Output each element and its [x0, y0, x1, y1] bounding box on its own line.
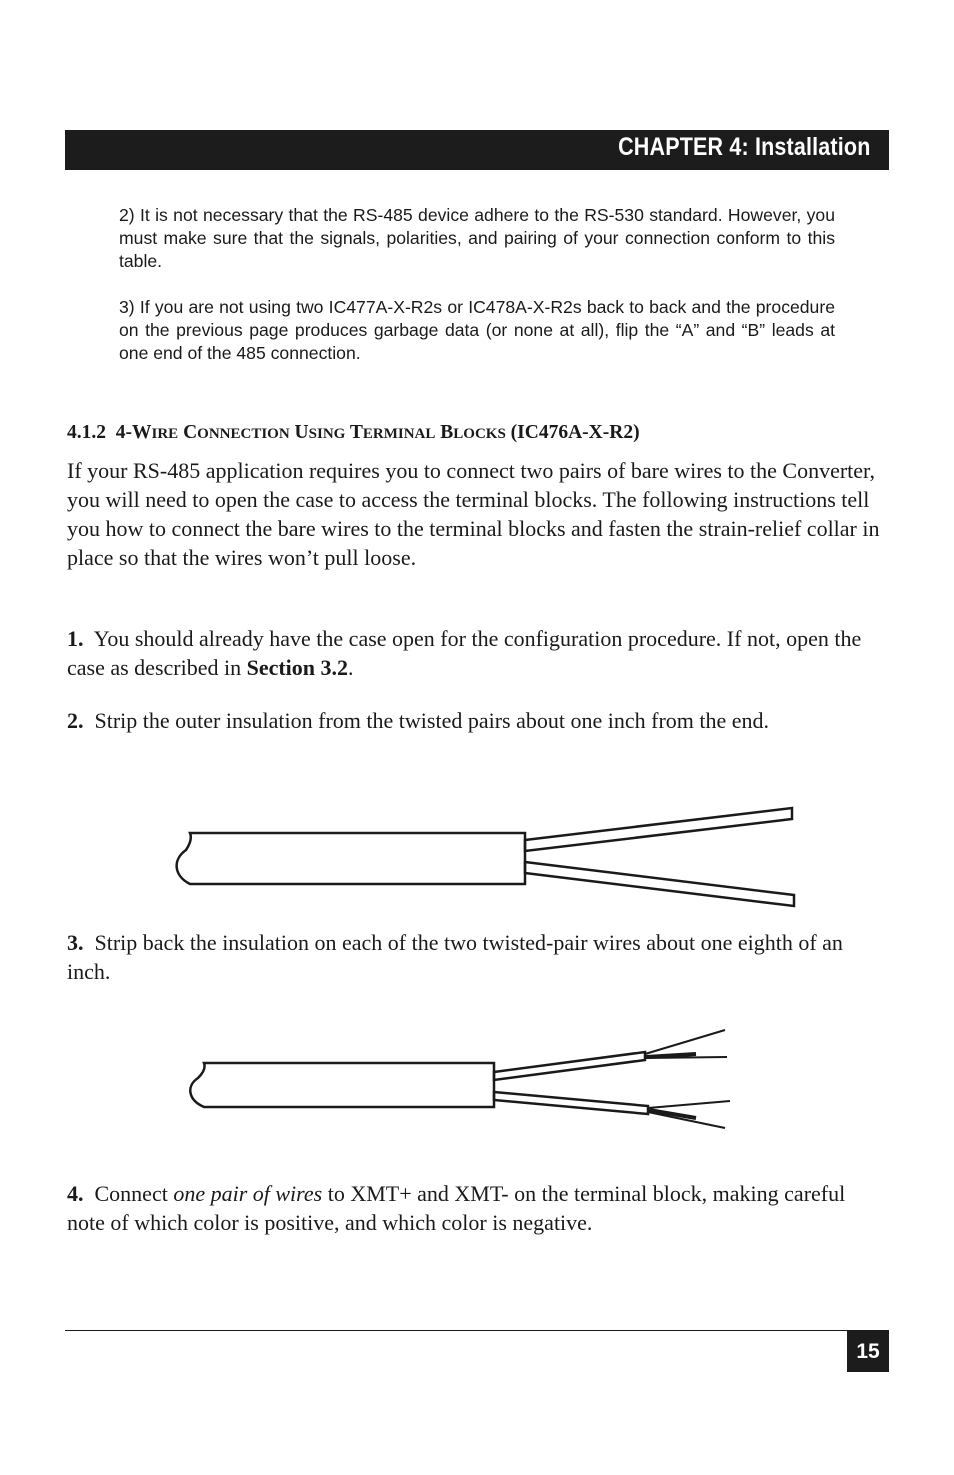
section-model: (IC476A-X-R2): [510, 422, 640, 443]
heading-word-blocks: BLOCKS: [440, 422, 506, 443]
section-number: 4.1.2: [67, 422, 106, 443]
heading-word-using: USING: [294, 422, 346, 443]
step-number: 2.: [67, 708, 84, 733]
emphasis-text: one pair of wires: [173, 1181, 323, 1206]
section-reference: Section 3.2: [246, 655, 349, 680]
heading-word-connection: CONNECTION: [183, 422, 290, 443]
step-4: 4. Connect one pair of wires to XMT+ and XMT- on the terminal block, making careful note of which color is positive, and which color is negative.: [67, 1181, 846, 1235]
page-number: 15: [856, 1340, 880, 1363]
step-number: 3.: [67, 930, 84, 955]
step-number: 4.: [67, 1181, 84, 1206]
step-3: 3. Strip back the insulation on each of the two twisted-pair wires about one eighth of an inch.: [67, 930, 843, 984]
step-number: 1.: [67, 626, 84, 651]
note-2: 2) It is not necessary that the RS-485 device adhere to the RS-530 standard. However, you must make sure that the signals, polarities, and pairing of your connection conform to this table.: [119, 205, 835, 271]
heading-word-wire: 4-WIRE: [115, 422, 179, 443]
step-2: 2. Strip the outer insulation from the twisted pairs about one inch from the end.: [67, 708, 770, 733]
section-heading: [67, 422, 640, 444]
stripped-wires-illustration: [180, 1022, 740, 1134]
step-1: 1. You should already have the case open for the configuration procedure. If not, open the case as described in Section 3.2.: [67, 626, 862, 680]
heading-word-terminal: TERMINAL: [349, 422, 436, 443]
chapter-title: CHAPTER 4: Installation: [618, 133, 871, 161]
stripped-cable-illustration: [170, 800, 800, 912]
page-number-box: [847, 1331, 889, 1372]
note-3: 3) If you are not using two IC477A-X-R2s or IC478A-X-R2s back to back and the procedure on the previous page produces garbage data (or none at all), flip the “A” and “B” leads at one end of the 485 connection.: [119, 297, 835, 363]
footer-rule: [65, 1330, 889, 1331]
chapter-header-bar: [65, 130, 889, 170]
intro-paragraph: If your RS-485 application requires you to connect two pairs of bare wires to the Converter, you will need to open the case to access the terminal blocks. The following instructions tell you how to connect the bare wires to the terminal blocks and fasten the strain-relief collar in place so that the wires won’t pull loose.: [67, 458, 880, 570]
